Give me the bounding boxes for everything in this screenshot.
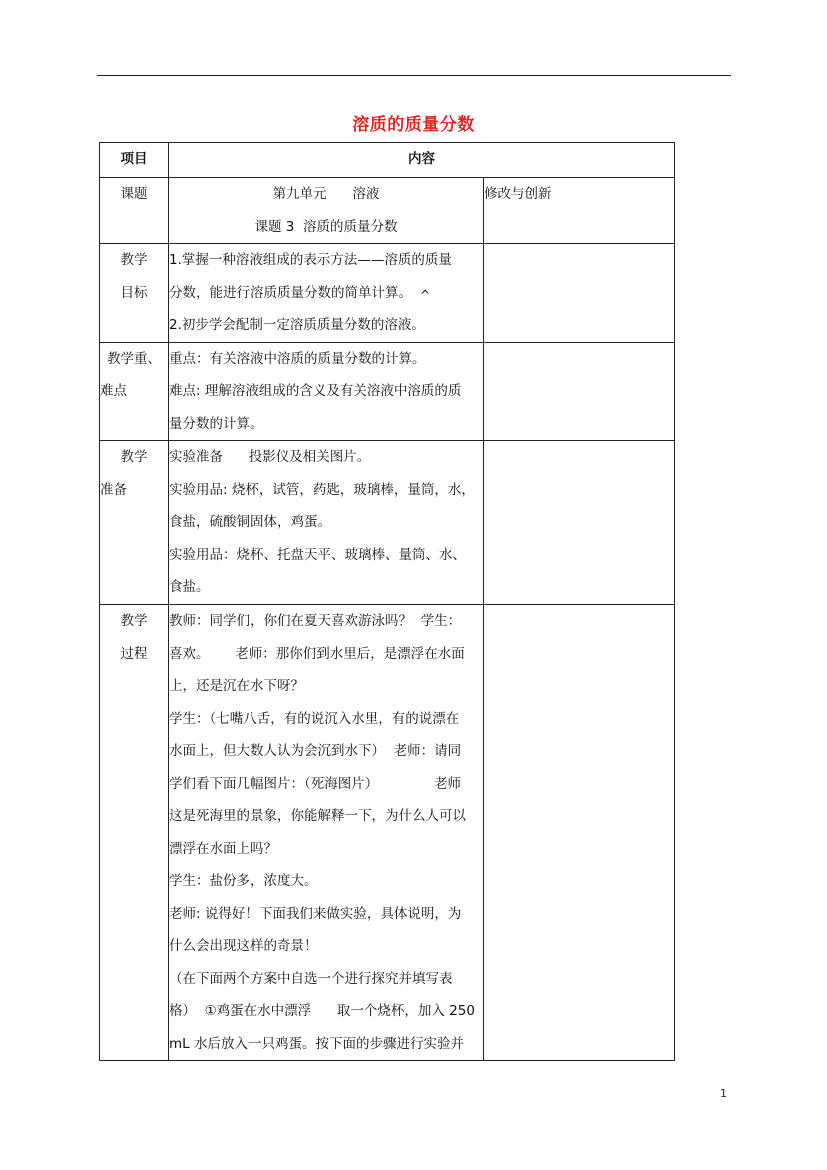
document-title: 溶质的质量分数 — [352, 115, 475, 135]
process-line: 格） ①鸡蛋在水中漂浮 取一个烧杯，加入 250 — [169, 1003, 475, 1019]
process-line: 教师：同学们，你们在夏天喜欢游泳吗？ 学生： — [169, 613, 462, 629]
preparation-label: 教学 准备 — [100, 441, 169, 605]
header-rule — [97, 75, 731, 76]
goals-label: 教学 目标 — [100, 244, 169, 343]
process-row — [100, 605, 675, 1061]
process-notes-cell — [484, 605, 675, 1061]
process-line: （在下面两个方案中自选一个进行探究并填写表 — [169, 970, 453, 987]
caret-mark: ^ — [420, 287, 431, 302]
preparation-row — [100, 441, 675, 605]
preparation-notes-cell — [484, 441, 675, 605]
process-line: 水面上，但大数人认为会沉到水下） 老师：请同 — [169, 743, 462, 759]
page-number: 1 — [720, 1087, 727, 1100]
key-points-label: 教学重、 难点 — [100, 342, 169, 441]
process-line: 老师: 说得好！下面我们来做实验，具体说明，为 — [169, 905, 462, 922]
goals-content — [169, 244, 484, 343]
key-points-content — [169, 342, 484, 441]
lesson-plan-table — [99, 142, 675, 1061]
goal-line: 2.初步学会配制一定溶质质量分数的溶液。 — [169, 317, 425, 333]
header-content-cell: 内容 — [169, 143, 675, 178]
goal-line: 1.掌握一种溶液组成的表示方法——溶质的质量 — [169, 252, 452, 268]
process-line: 上，还是沉在水下呀？ — [169, 678, 304, 694]
topic-line: 课题 3 溶质的质量分数 — [254, 218, 398, 235]
revision-notes-header: 修改与创新 — [484, 178, 675, 244]
goal-line: 分数，能进行溶质质量分数的简单计算。 ^ — [169, 277, 483, 310]
preparation-line: 食盐，硫酸铜固体，鸡蛋。 — [169, 514, 331, 530]
topic-line: 第九单元 溶液 — [272, 186, 380, 202]
topic-row — [100, 178, 675, 244]
process-line: 漂浮在水面上吗？ — [169, 840, 277, 857]
process-line: 这是死海里的景象，你能解释一下，为什么人可以 — [169, 808, 466, 824]
process-label: 教学 过程 — [100, 605, 169, 1061]
preparation-line: 食盐。 — [169, 579, 210, 595]
process-line: 学们看下面几幅图片：（死海图片） 老师 — [169, 775, 462, 792]
process-content — [169, 605, 484, 1061]
process-line: 喜欢。 老师：那你们到水里后，是漂浮在水面 — [169, 645, 465, 662]
key-point-line: 难点: 理解溶液组成的含义及有关溶液中溶质的质 — [169, 383, 462, 399]
process-line: 学生：盐份多，浓度大。 — [169, 873, 318, 889]
key-point-line: 重点：有关溶液中溶质的质量分数的计算。 — [169, 350, 426, 367]
key-point-line: 量分数的计算。 — [169, 415, 264, 432]
process-line: mL 水后放入一只鸡蛋。按下面的步骤进行实验并 — [169, 1035, 464, 1052]
topic-label: 课题 — [100, 178, 169, 244]
topic-content — [169, 178, 484, 244]
key-points-notes-cell — [484, 342, 675, 441]
preparation-line: 实验用品: 烧杯，试管，药匙，玻璃棒，量筒，水， — [169, 481, 475, 498]
goals-row — [100, 244, 675, 343]
preparation-line: 实验用品：烧杯、托盘天平、玻璃棒、量筒、水、 — [169, 546, 466, 563]
header-item-cell: 项目 — [100, 143, 169, 178]
key-points-row — [100, 342, 675, 441]
table-header-row — [100, 143, 675, 178]
goals-notes-cell — [484, 244, 675, 343]
process-line: 什么会出现这样的奇景！ — [169, 938, 318, 954]
preparation-content — [169, 441, 484, 605]
process-line: 学生：（七嘴八舌，有的说沉入水里，有的说漂在 — [169, 710, 460, 727]
preparation-line: 实验准备 投影仪及相关图片。 — [169, 449, 371, 465]
